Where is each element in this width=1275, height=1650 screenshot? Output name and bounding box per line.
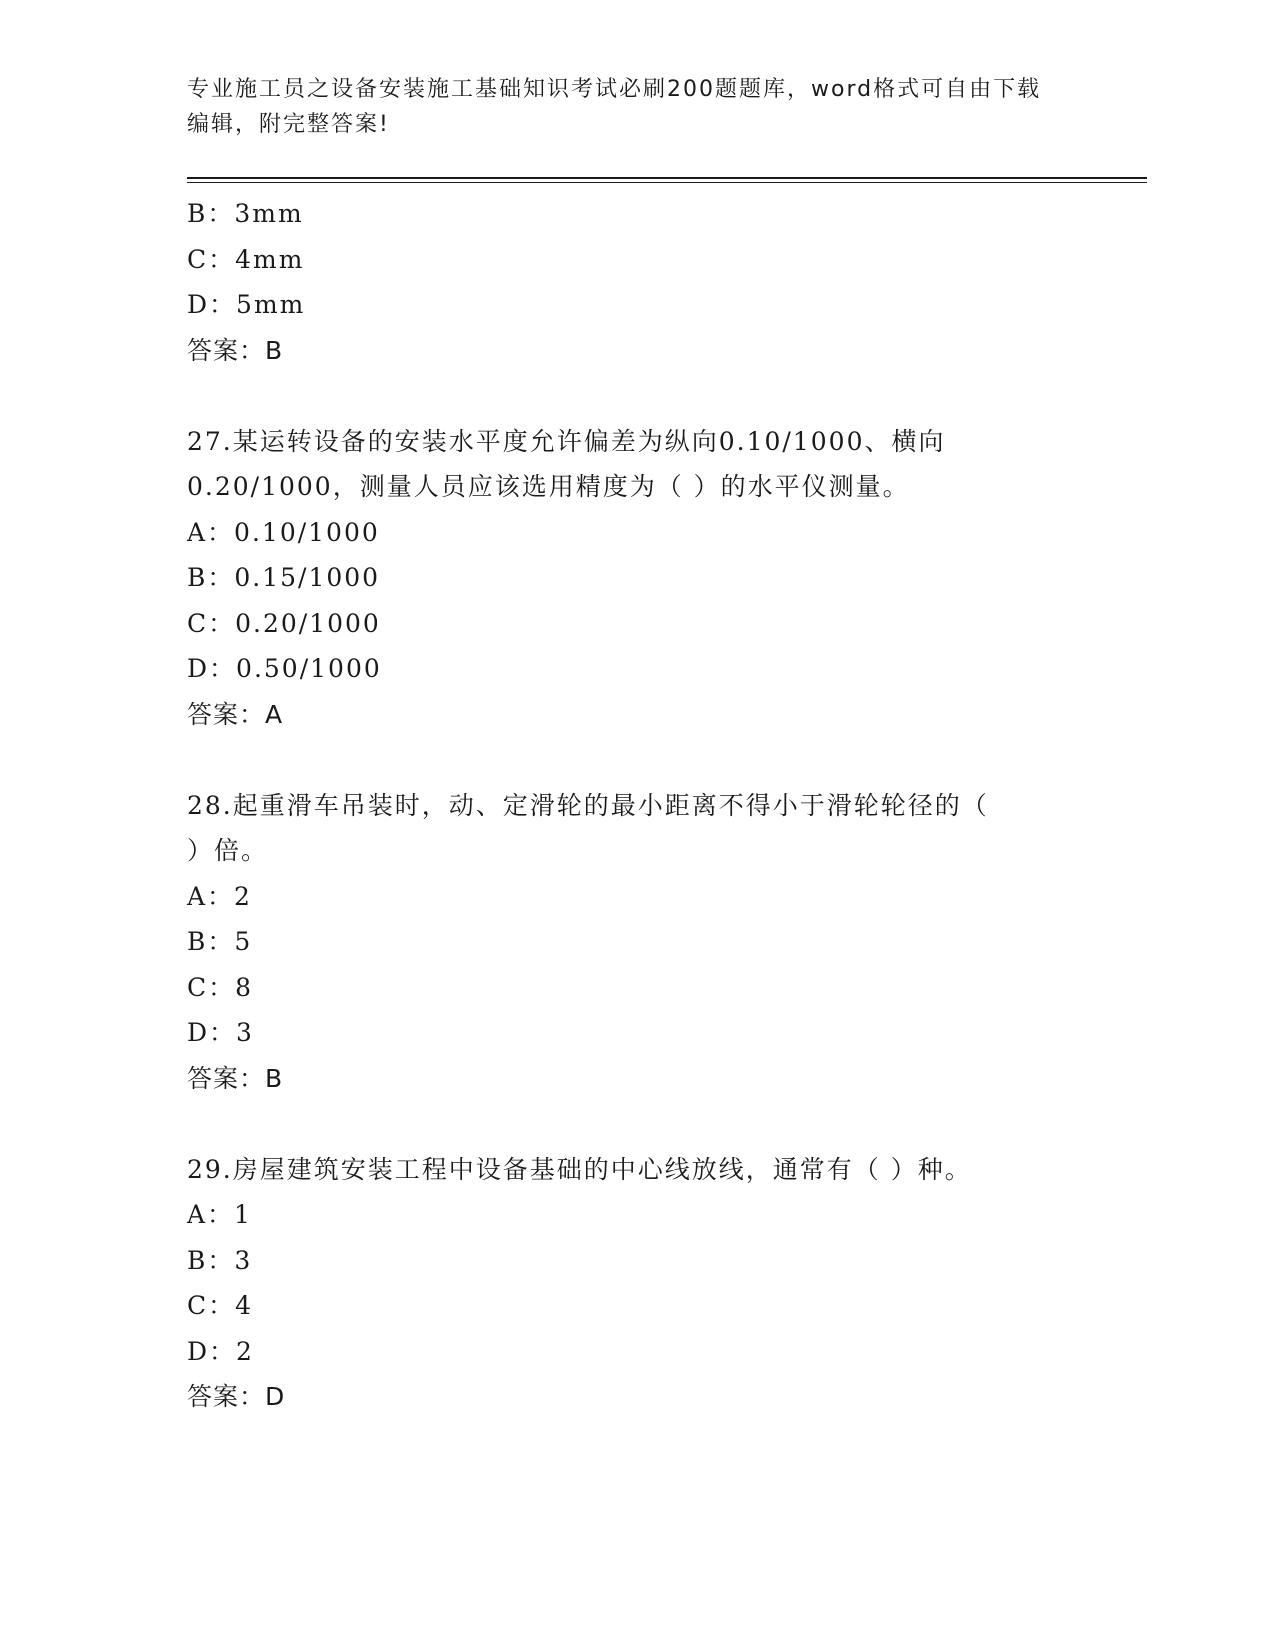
question-29 xyxy=(187,1147,1087,1420)
header-rule-thick xyxy=(187,177,1147,179)
question-26 xyxy=(187,191,1087,373)
question-stem: 27.某运转设备的安装水平度允许偏差为纵向0.10/1000、横向 xyxy=(187,426,946,456)
question-stem: 29.房屋建筑安装工程中设备基础的中心线放线，通常有（ ）种。 xyxy=(187,1154,972,1184)
answer-label: 答案：B xyxy=(187,335,284,365)
option-a: A：2 xyxy=(187,881,252,911)
option-b: B：3mm xyxy=(187,199,304,228)
spacer xyxy=(187,373,1087,419)
option-d: D：0.50/1000 xyxy=(187,654,382,683)
spacer xyxy=(187,737,1087,783)
option-c: C：4mm xyxy=(187,244,305,274)
option-d: D：3 xyxy=(187,1018,254,1047)
option-b: B：5 xyxy=(187,927,253,956)
option-a: A：1 xyxy=(187,1200,252,1229)
option-d: D：2 xyxy=(187,1336,254,1366)
question-27 xyxy=(187,419,1087,738)
answer-label: 答案：D xyxy=(187,1382,286,1411)
question-stem-continued: ）倍。 xyxy=(187,836,269,865)
question-stem-continued: 0.20/1000，测量人员应该选用精度为（ ）的水平仪测量。 xyxy=(187,472,910,501)
header-rule-thin xyxy=(187,182,1147,183)
document-header xyxy=(187,72,1087,142)
option-d: D：5mm xyxy=(187,290,306,319)
option-c: C：4 xyxy=(187,1291,254,1320)
option-b: B：3 xyxy=(187,1245,253,1275)
option-a: A：0.10/1000 xyxy=(187,517,380,547)
header-line-1: 专业施工员之设备安装施工基础知识考试必刷200题题库，word格式可自由下载 xyxy=(187,77,1042,102)
question-stem: 28.起重滑车吊装时，动、定滑轮的最小距离不得小于滑轮轮径的（ xyxy=(187,790,989,820)
answer-label: 答案：B xyxy=(187,1063,284,1093)
option-b: B：0.15/1000 xyxy=(187,563,381,592)
spacer xyxy=(187,1101,1087,1147)
option-c: C：0.20/1000 xyxy=(187,608,381,638)
question-28 xyxy=(187,783,1087,1102)
answer-label: 答案：A xyxy=(187,699,284,729)
question-list xyxy=(187,191,1087,1420)
option-c: C：8 xyxy=(187,972,254,1002)
header-line-2: 编辑，附完整答案! xyxy=(187,112,390,137)
